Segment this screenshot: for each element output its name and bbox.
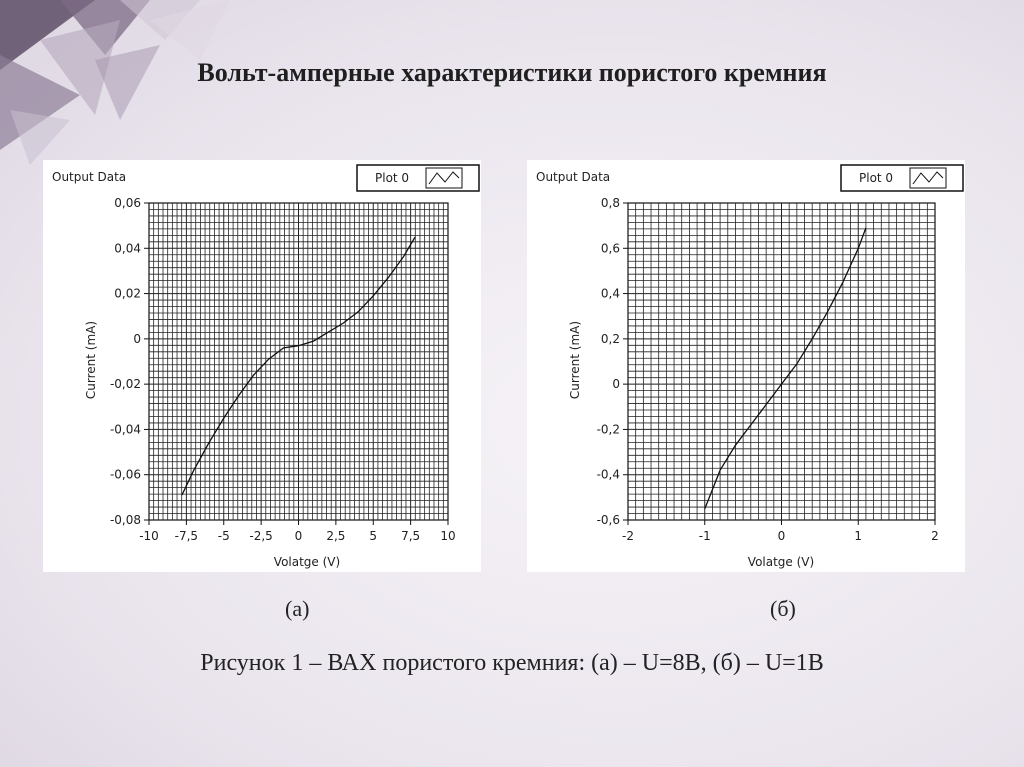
chart-b-xlabel: Volatge (V) xyxy=(747,555,815,569)
chart-b-x-tick-label: 1 xyxy=(854,529,863,543)
sublabel-a: (а) xyxy=(285,596,310,621)
chart-a-y-tick-label: -0,04 xyxy=(109,422,141,437)
chart-a-x-tick-label: 7,5 xyxy=(401,529,421,543)
chart-a-plot-area xyxy=(110,196,456,543)
chart-a-x-tick-label: -7,5 xyxy=(174,529,199,543)
slide-title: Вольт-амперные характеристики пористого кремния xyxy=(197,58,827,87)
chart-a-x-tick-label: 5 xyxy=(369,529,378,543)
chart-a-y-tick-label: -0,08 xyxy=(109,513,141,527)
chart-a-x-tick-label: 0 xyxy=(294,529,303,543)
chart-b-x-tick-label: 0 xyxy=(777,529,786,543)
chart-a-xlabel: Volatge (V) xyxy=(273,555,341,569)
chart-b-plot-area xyxy=(597,196,939,543)
chart-a-y-tick-label: 0,06 xyxy=(114,196,141,210)
figure-caption: Рисунок 1 – ВАХ пористого кремния: (а) – U=8В, (б) – U=1В xyxy=(200,650,824,676)
chart-a-y-tick-label: 0,04 xyxy=(114,241,141,256)
chart-a-x-tick-label: 10 xyxy=(440,529,456,543)
chart-b-y-tick-label: 0,8 xyxy=(600,196,620,210)
chart-b-svg xyxy=(527,160,965,572)
chart-b-y-tick-label: -0,6 xyxy=(596,513,620,527)
chart-panel-b xyxy=(527,160,965,572)
sublabel-b: (б) xyxy=(770,596,796,621)
chart-a-x-tick-label: 2,5 xyxy=(326,529,346,543)
chart-b-panel-title: Output Data xyxy=(536,170,611,184)
chart-b-x-tick-label: -1 xyxy=(698,529,711,543)
chart-a-svg xyxy=(43,160,481,572)
chart-a-ylabel: Current (mA) xyxy=(84,320,98,400)
chart-a-y-tick-label: 0 xyxy=(133,331,141,346)
chart-b-x-tick-label: 2 xyxy=(931,529,939,543)
chart-b-ylabel: Current (mA) xyxy=(568,320,582,400)
chart-b-y-tick-label: 0 xyxy=(612,377,620,392)
chart-a-y-tick-label: -0,06 xyxy=(109,467,141,482)
chart-a-legend[interactable] xyxy=(357,165,479,191)
chart-b-legend-label: Plot 0 xyxy=(859,171,894,185)
chart-b-legend[interactable] xyxy=(841,165,963,191)
chart-b-y-tick-label: 0,2 xyxy=(600,331,620,346)
chart-a-panel-title: Output Data xyxy=(52,170,127,184)
chart-b-y-tick-label: 0,4 xyxy=(600,286,620,301)
chart-a-x-tick-label: -10 xyxy=(139,529,159,543)
chart-b-y-tick-label: -0,2 xyxy=(596,422,620,437)
chart-a-y-tick-label: -0,02 xyxy=(109,377,141,392)
chart-b-y-tick-label: -0,4 xyxy=(596,467,620,482)
chart-a-y-tick-label: 0,02 xyxy=(114,286,141,301)
chart-panel-a xyxy=(43,160,481,572)
chart-a-x-tick-label: -2,5 xyxy=(249,529,273,543)
chart-b-x-tick-label: -2 xyxy=(622,529,634,543)
chart-a-legend-label: Plot 0 xyxy=(375,171,410,185)
chart-b-y-tick-label: 0,6 xyxy=(600,241,620,256)
chart-a-x-tick-label: -5 xyxy=(217,529,230,543)
